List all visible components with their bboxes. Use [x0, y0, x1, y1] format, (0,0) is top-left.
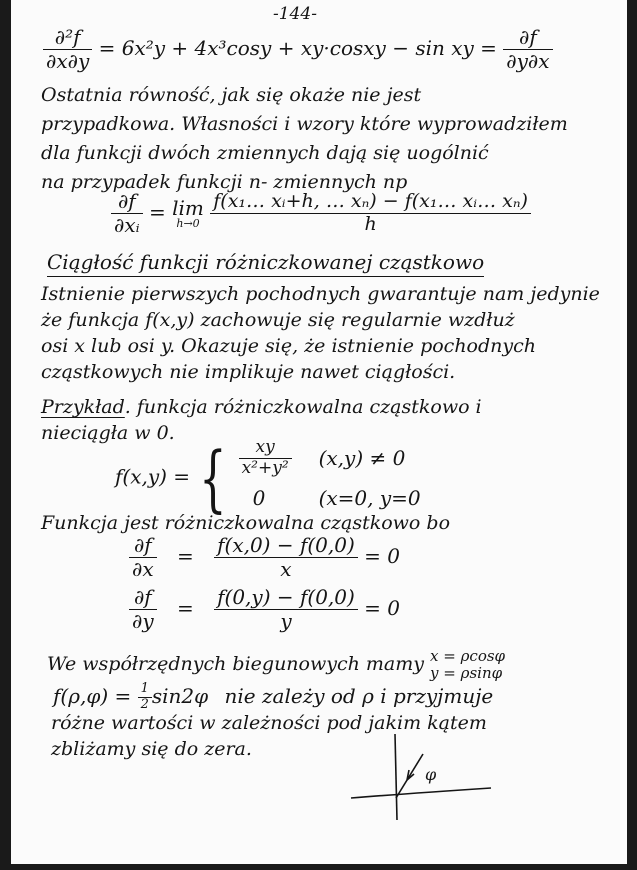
- case-fraction: $\frac{xy}{\text{x²+y²}}$: [239, 438, 292, 478]
- piecewise-function: [115, 438, 421, 518]
- equals-sign: =: [176, 544, 194, 568]
- paragraph-line: na przypadek funkcji n- zmiennych np: [41, 171, 408, 193]
- function-lhs: f(x,y) =: [115, 464, 191, 489]
- half-fraction: $\frac{1}{2}$: [138, 682, 152, 713]
- result: = 0: [364, 544, 400, 568]
- section-heading: Ciągłość funkcji różniczkowanej cząstkowo: [47, 250, 484, 274]
- x-axis: [351, 788, 491, 798]
- y-axis: [395, 734, 397, 820]
- paragraph-line: że funkcja f(x,y) zachowuje się regularnie wzdłuż: [41, 309, 515, 331]
- quotient: $\frac{f(x,0) - f(0,0)}{x}$: [214, 534, 358, 581]
- paragraph-line: Istnienie pierwszych pochodnych gwarantuje nam jedynie: [41, 283, 600, 305]
- polar-angle-sketch: [341, 730, 511, 830]
- case-2: 0 (x=0, y=0: [252, 486, 421, 510]
- example-line: Przykład. funkcja różniczkowalna cząstkowo i: [41, 396, 482, 418]
- paragraph-line: Ostatnia równość, jak się okaże nie jest: [41, 84, 422, 106]
- paragraph-line: osi x lub osi y. Okazuje się, że istnienie pochodnych: [41, 335, 537, 357]
- paragraph-line: zbliżamy się do zera.: [51, 738, 252, 760]
- case-1: [239, 438, 421, 478]
- angle-label: φ: [425, 765, 437, 784]
- paragraph-line: dla funkcji dwóch zmiennych dają się uogólnić: [41, 142, 489, 164]
- example-label: Przykład: [41, 396, 125, 418]
- handwritten-page: [11, 0, 627, 864]
- brace-icon: {: [199, 436, 228, 520]
- lhs-fraction: $\frac{\partial f}{\text{∂xᵢ}}$: [111, 190, 143, 237]
- equation-middle: = 6x²y + 4x³cosy + xy·cosxy − sin xy =: [98, 36, 497, 60]
- case-condition: (x,y) ≠ 0: [318, 446, 406, 470]
- lhs-fraction: $\frac{\partial f}{\partial y}$: [129, 586, 157, 633]
- equals-sign: =: [177, 596, 194, 620]
- case-condition: (x=0, y=0: [318, 486, 421, 510]
- result: = 0: [364, 596, 401, 620]
- paragraph-line: przypadkowa. Własności i wzory które wyprowadziłem: [41, 113, 568, 135]
- polar-text: We współrzędnych biegunowych mamy: [47, 653, 424, 675]
- partial-y-equation: [129, 586, 400, 633]
- polar-line: [47, 648, 505, 682]
- polar-equations: x = ρcosφ y = ρsinφ: [430, 647, 506, 682]
- lhs-fraction: $\frac{\partial f}{\partial x}$: [129, 534, 157, 581]
- approach-ray: [396, 754, 423, 798]
- page-number: -144-: [273, 4, 317, 24]
- limit: lim h→0: [172, 196, 204, 230]
- polar-function-line: f(ρ,φ) = $\frac{1}{2}$ sin2φ nie zależy od ρ i przyjmuje: [53, 681, 494, 712]
- quotient: $\frac{f(0,y) - f(0,0)}{y}$: [214, 586, 358, 633]
- example-line-2: nieciągła w 0.: [41, 422, 175, 444]
- cases: [239, 438, 421, 518]
- equals-sign: =: [149, 200, 166, 224]
- partial-x-equation: [129, 534, 400, 581]
- mixed-partial-equation: [43, 26, 553, 73]
- paragraph-line: różne wartości w zależności pod jakim kątem: [51, 712, 487, 734]
- paragraph-line: cząstkowych nie implikuje nawet ciągłości.: [41, 361, 456, 383]
- difference-quotient: $\frac{\text{f(x₁… xᵢ+h, … xₙ) − f(x₁… xᵢ… xₙ)}}{h}$: [210, 191, 531, 236]
- partial-limit-equation: [111, 190, 531, 237]
- paragraph-line: Funkcja jest różniczkowalna cząstkowo bo: [41, 512, 451, 534]
- rhs-fraction: $\frac{\partial f}{\partial y\partial x}$: [503, 26, 552, 73]
- lhs-fraction: $\frac{\text{∂²f}}{\partial x\partial y}$: [43, 26, 92, 73]
